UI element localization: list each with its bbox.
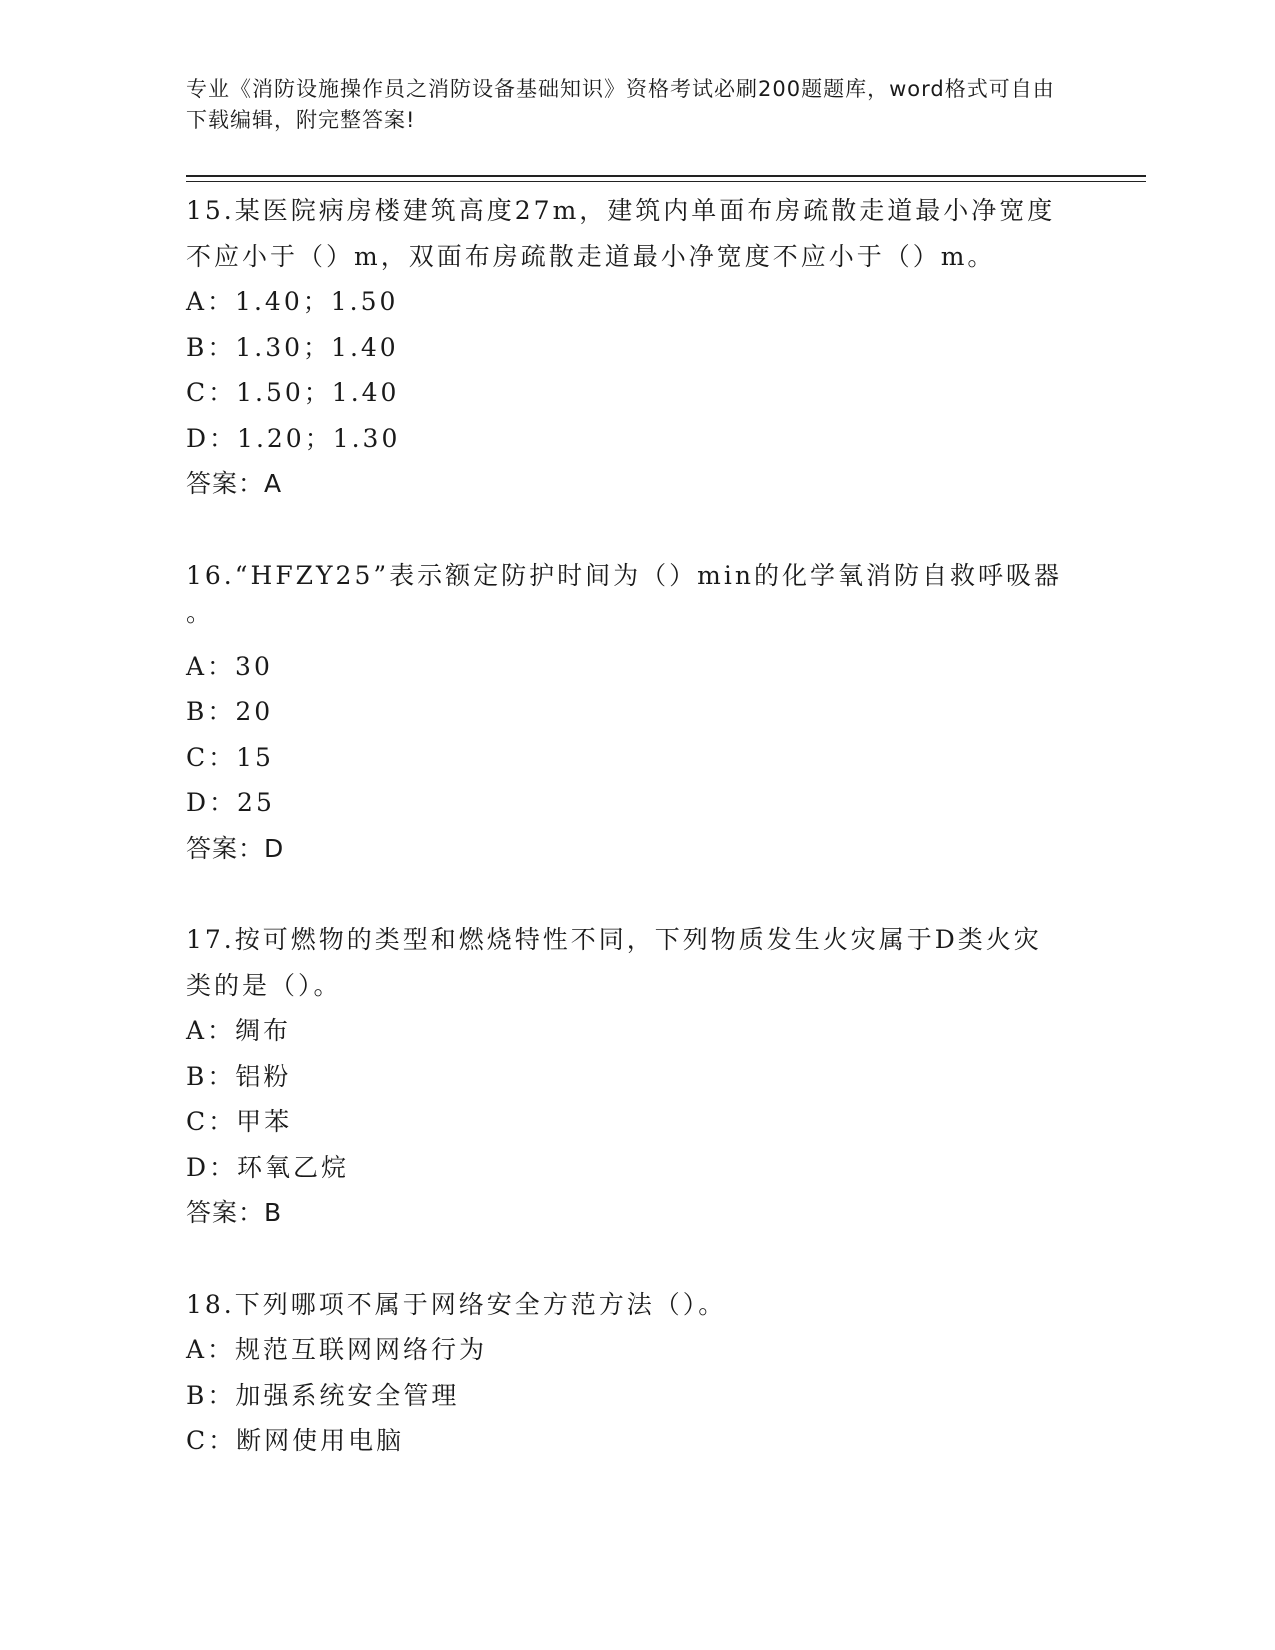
option-c: C：断网使用电脑: [186, 1426, 405, 1455]
question-15: [186, 188, 1086, 507]
option-d: D：1.20；1.30: [186, 423, 401, 453]
question-16: [186, 553, 1086, 872]
option-c: C：1.50；1.40: [186, 378, 400, 407]
header-divider-thin: [186, 181, 1146, 182]
option-b: B：20: [186, 697, 274, 726]
option-c: C：15: [186, 742, 274, 772]
question-list: [186, 188, 1086, 1510]
header-divider-thick: [186, 175, 1146, 177]
question-stem: 16.“HFZY25”表示额定防护时间为（）min的化学氧消防自救呼吸器: [186, 560, 1062, 590]
question-stem-continued: 类的是（）。: [186, 970, 342, 1000]
answer-label: 答案：A: [186, 469, 283, 498]
question-stem-continued: 。: [186, 598, 215, 627]
option-a: A：绸布: [186, 1016, 292, 1045]
answer-label: 答案：B: [186, 1198, 283, 1227]
question-17: [186, 917, 1086, 1236]
option-d: D：环氧乙烷: [186, 1152, 350, 1182]
option-a: A：30: [186, 651, 273, 681]
question-stem: 18.下列哪项不属于网络安全方范方法（）。: [186, 1289, 727, 1319]
document-header: 专业《消防设施操作员之消防设备基础知识》资格考试必刷200题题库，word格式可自由下载编辑，附完整答案!: [186, 77, 1055, 132]
question-stem-continued: 不应小于（）m，双面布房疏散走道最小净宽度不应小于（）m。: [186, 241, 996, 271]
option-a: A：规范互联网网络行为: [186, 1335, 488, 1364]
question-stem: 17.按可燃物的类型和燃烧特性不同，下列物质发生火灾属于D类火灾: [186, 925, 1042, 954]
option-b: B：加强系统安全管理: [186, 1380, 460, 1410]
option-c: C：甲苯: [186, 1107, 293, 1136]
option-d: D：25: [186, 788, 275, 817]
question-18: [186, 1282, 1086, 1464]
question-stem: 15.某医院病房楼建筑高度27m，建筑内单面布房疏散走道最小净宽度: [186, 196, 1056, 225]
answer-label: 答案：D: [186, 833, 285, 863]
option-b: B：1.30；1.40: [186, 332, 399, 362]
option-a: A：1.40；1.50: [186, 287, 399, 316]
option-b: B：铝粉: [186, 1061, 292, 1091]
